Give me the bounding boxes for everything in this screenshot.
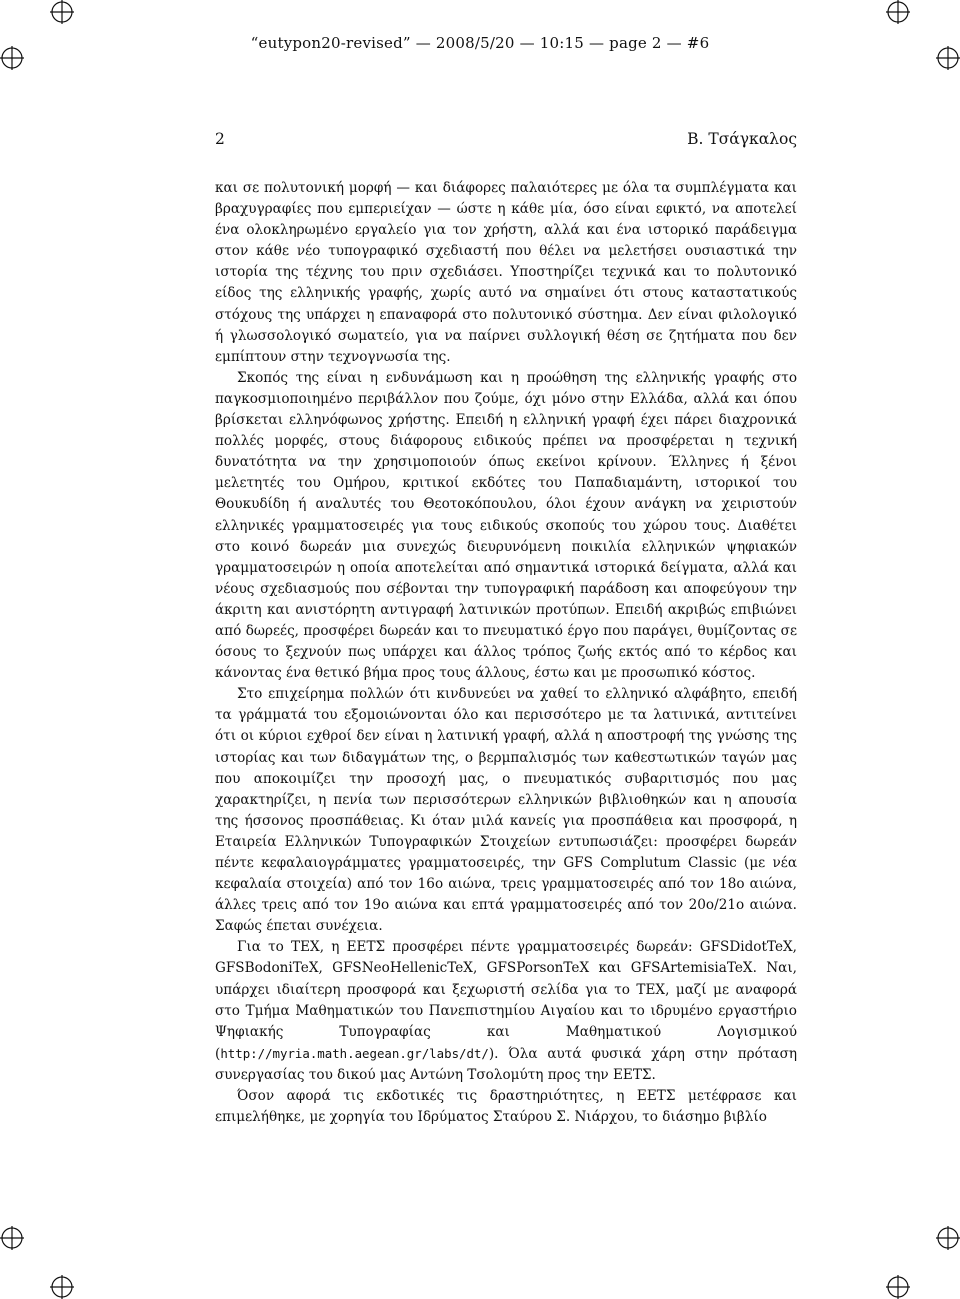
paragraph-4 xyxy=(215,937,797,1086)
paragraph-4-text-end: ). Όλα αυτά φυσικά χάρη στην πρόταση συνεργασίας του δικού μας Αντώνη Τσολομύτη προς την ΕΕΤΣ. xyxy=(215,1045,797,1083)
crop-mark-bottom-left xyxy=(44,1263,80,1299)
crop-mark-right-lower xyxy=(924,1220,960,1256)
running-head xyxy=(215,130,797,154)
running-head-author: Β. Τσάγκαλος xyxy=(687,130,797,148)
crop-mark-left-lower xyxy=(0,1220,36,1256)
paragraph-2: Σκοπός της είναι η ενδυνάμωση και η προώθηση της ελληνικής γραφής στο παγκοσμιοποιημένο περιβάλλον που ζούμε, όχι μόνο στην Ελλάδα, αλλά και όπου βρίσκεται ελληνόφωνος χρήστης. Επειδή η ελληνική γραφή έχει πάρει διαχρονικά πολλές μορφές, στους διάφορους ειδικούς πρέπει να προσφέρεται η τεχνική δυνατότητα να την χρησιμοποιούν όπως εκείνοι κρίνουν. Έλληνες ή ξένοι μελετητές του Ομήρου, κριτικοί εκδότες του Παπαδιαμάντη, ιστορικοί του Θουκυδίδη ή αναλυτές του Θεοτοκόπουλου, όλοι έχουν ανάγκη να χειριστούν ελληνικές γραμματοσειρές για τους ειδικούς σκοπούς του χώρου τους. Διαθέτει στο κοινό δωρεάν μια συνεχώς διευρυνόμενη ποικιλία ελληνικών ψηφιακών γραμματοσειρών η οποία αποτελείται από σημαντικά ιστορικά δείγματα, αλλά και νέους σχεδιασμούς που σέβονται την τυπογραφική παράδοση και αποφεύγουν την άκριτη και ανιστόρητη αντιγραφή λατινικών προτύπων. Επειδή ακριβώς επιβιώνει από δωρεές, προσφέρει δωρεάν και το πνευματικό έργο που παράγει, θυμίζοντας σε όσους το ξεχνούν πως υπάρχει και άλλος τρόπος ζωής εκτός από το κέρδος και κάνοντας ένα θετικό βήμα προς τους άλλους, έστω και με προσωπικό κόστος. xyxy=(215,369,797,682)
crop-mark-bottom-right xyxy=(880,1263,916,1299)
paragraph-3: Στο επιχείρημα πολλών ότι κινδυνεύει να χαθεί το ελληνικό αλφάβητο, επειδή τα γράμματά του εξομοιώνονται όλο και περισσότερο με τα λατινικά, αντιτείνει ότι οι κύριοι εχθροί δεν είναι η λατινική γραφή, αλλά η αποστροφή της γνώσης της ιστορίας και των διδαγμάτων της, ο βερμπαλισμός των καθεστωτικών ταγών μας που αποκοιμίζει την προσοχή μας, ο πνευματικός συβαριτισμός που μας χαρακτηρίζει, η πενία των περισσότερων ελληνικών βιβλιοθηκών και η απουσία της ήσσονος προσπάθειας. Κι όταν μιλά κανείς για προσπάθεια και προσφορά, η Εταιρεία Ελληνικών Τυπογραφικών Στοιχείων εντυπωσιάζει: προσφέρει δωρεάν πέντε κεφαλαιογράμματες γραμματοσειρές, την GFS Complutum Classic (με νέα κεφαλαία στοιχεία) από τον 16ο αιώνα, τρεις γραμματοσειρές από τον 18ο αιώνα, άλλες τρεις από τον 19ο αιώνα και επτά γραμματοσειρές από τον 20ο/21ο αιώνα. Σαφώς έπεται συνέχεια. xyxy=(215,686,797,935)
print-slug-header: “eutypon20-revised” — 2008/5/20 — 10:15 — page 2 — #6 xyxy=(250,34,710,52)
paragraph-1: και σε πολυτονική μορφή — και διάφορες παλαιότερες με όλα τα συμπλέγματα και βραχυγραφίες που εμπεριείχαν — ώστε η κάθε μία, όσο είναι εφικτό, να αποτελεί ένα ολοκληρωμένο εργαλείο για τον χρήστη, αλλά και ένα ιστορικό παράδειγμα στον κάθε νέο τυπογραφικό σχεδιαστή που θέλει να μελετήσει ουσιαστικά την ιστορία της τέχνης του πριν σχεδιάσει. Υποστηρίζει τεχνικά και το πολυτονικό είδος της ελληνικής γραφής, χωρίς αυτό να σημαίνει ότι στους καταστατικούς στόχους της υπάρχει η επαναφορά στο πολυτονικό σύστημα. Δεν είναι φιλολογικό ή γλωσσολογικό σωματείο, για να παίρνει συλλογική θέση σε ζητήματα που δεν εμπίπτουν στην τεχνογνωσία της. xyxy=(215,180,797,365)
body-text xyxy=(215,178,797,1128)
paragraph-4-text-start: Για το TEX, η ΕΕΤΣ προσφέρει πέντε γραμματοσειρές δωρεάν: GFSDidotTeX, GFSBodoniTeX, GFSNeoHellenicTeX, GFSPorsonTeX και GFSArtemisiaTeX. Ναι, υπάρχει ιδιαίτερη προσφορά και ξεχωριστή σελίδα για το TEX, μαζί με αναφορά στο Τμήμα Μαθηματικών του Πανεπιστημίου Αιγαίου και το ιδρυμένο εργαστήριο Ψηφιακής Τυπογραφίας και Μαθηματικού Λογισμικού ( xyxy=(215,939,797,1062)
paragraph-5: Όσον αφορά τις εκδοτικές τις δραστηριότητες, η ΕΕΤΣ μετέφρασε και επιμελήθηκε, με χορηγία του Ιδρύματος Σταύρου Σ. Νιάρχου, το διάσημο βιβλίο xyxy=(215,1088,797,1126)
lab-url-link[interactable]: http://myria.math.aegean.gr/labs/dt/ xyxy=(220,1045,489,1061)
page-number: 2 xyxy=(215,130,225,148)
crop-mark-top-right xyxy=(880,0,916,36)
crop-mark-top-left xyxy=(44,0,80,36)
